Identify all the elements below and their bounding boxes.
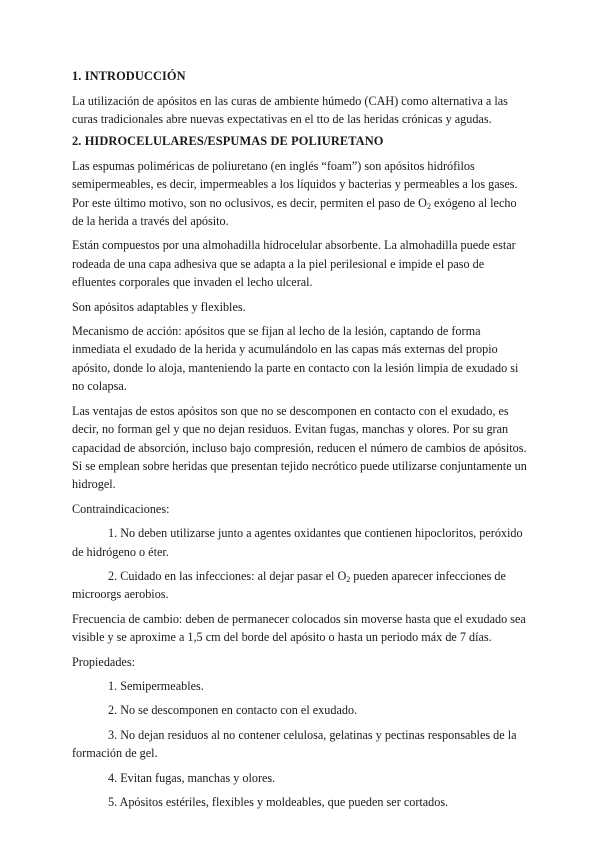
oxygen-subscript: 2 xyxy=(426,201,431,211)
contraindication-item-2 xyxy=(72,567,528,604)
section-1-heading: 1. INTRODUCCIÓN xyxy=(72,69,186,83)
foam-definition-paragraph xyxy=(72,157,528,231)
property-item-3: 3. No dejan residuos al no contener celulosa, gelatinas y pectinas responsables de la formación de gel. xyxy=(72,727,517,761)
section-2-heading: 2. HIDROCELULARES/ESPUMAS DE POLIURETANO xyxy=(72,133,384,148)
properties-label: Propiedades: xyxy=(72,654,135,669)
contraindication-2-text-end: pueden aparecer infecciones de microorgs aerobios. xyxy=(72,568,506,602)
contraindication-item-1: 1. No deben utilizarse junto a agentes oxidantes que contienen hipocloritos, peróxido de hidrógeno o éter. xyxy=(72,526,523,559)
foam-definition-text: Las espumas poliméricas de poliuretano (en inglés “foam”) son apósitos hidrófilos semipermeables, es decir, impermeables a los líquidos y bacterias y permeables a los gases. Por este último motivo, son no oclusivos, es decir, permiten el paso de O xyxy=(72,158,518,210)
contraindication-2-text: 2. Cuidado en las infecciones: al dejar pasar el O xyxy=(108,568,347,583)
composition-paragraph: Están compuestos por una almohadilla hidrocelular absorbente. La almohadilla puede estar rodeada de una capa adhesiva que se adapta a la piel perilesional e impide el paso de efluentes corporales que invaden el lecho ulceral. xyxy=(72,238,516,290)
contraindications-label: Contraindicaciones: xyxy=(72,501,170,516)
mechanism-paragraph: Mecanismo de acción: apósitos que se fijan al lecho de la lesión, captando de forma inmediata el exudado de la herida y acumulándolo en las capas más externas del propio apósito, donde lo aloja, manteniendo la parte en contacto con la lesión limpia de exudado si no colapsa. xyxy=(72,324,519,394)
property-item-5: 5. Apósitos estériles, flexibles y moldeables, que pueden ser cortados. xyxy=(108,795,449,809)
adaptable-paragraph: Son apósitos adaptables y flexibles. xyxy=(72,299,246,314)
advantages-paragraph: Las ventajas de estos apósitos son que no se descomponen en contacto con el exudado, es decir, no forman gel y que no dejan residuos. Evitan fugas, manchas y olores. Por su gran capacidad de absorción, incluso bajo compresión, reducen el número de cambios de apósitos. Si se emplean sobre heridas que presentan tejido necrótico puede utilizarse conjuntamente un hidrogel. xyxy=(72,403,527,492)
intro-paragraph: La utilización de apósitos en las curas de ambiente húmedo (CAH) como alternativa a las curas tradicionales abre nuevas expectativas en el tto de las heridas crónicas y agudas. xyxy=(72,94,508,127)
property-item-2: 2. No se descomponen en contacto con el exudado. xyxy=(108,703,358,718)
oxygen-subscript-2: 2 xyxy=(346,574,351,584)
foam-definition-text-end: exógeno al lecho de la herida a través del apósito. xyxy=(72,195,517,229)
property-item-1: 1. Semipermeables. xyxy=(108,678,204,693)
change-frequency-paragraph: Frecuencia de cambio: deben de permanecer colocados sin moverse hasta que el exudado sea visible y se aproxime a 1,5 cm del borde del apósito o hasta un periodo máx de 7 días. xyxy=(72,611,526,645)
property-item-4: 4. Evitan fugas, manchas y olores. xyxy=(108,770,276,785)
